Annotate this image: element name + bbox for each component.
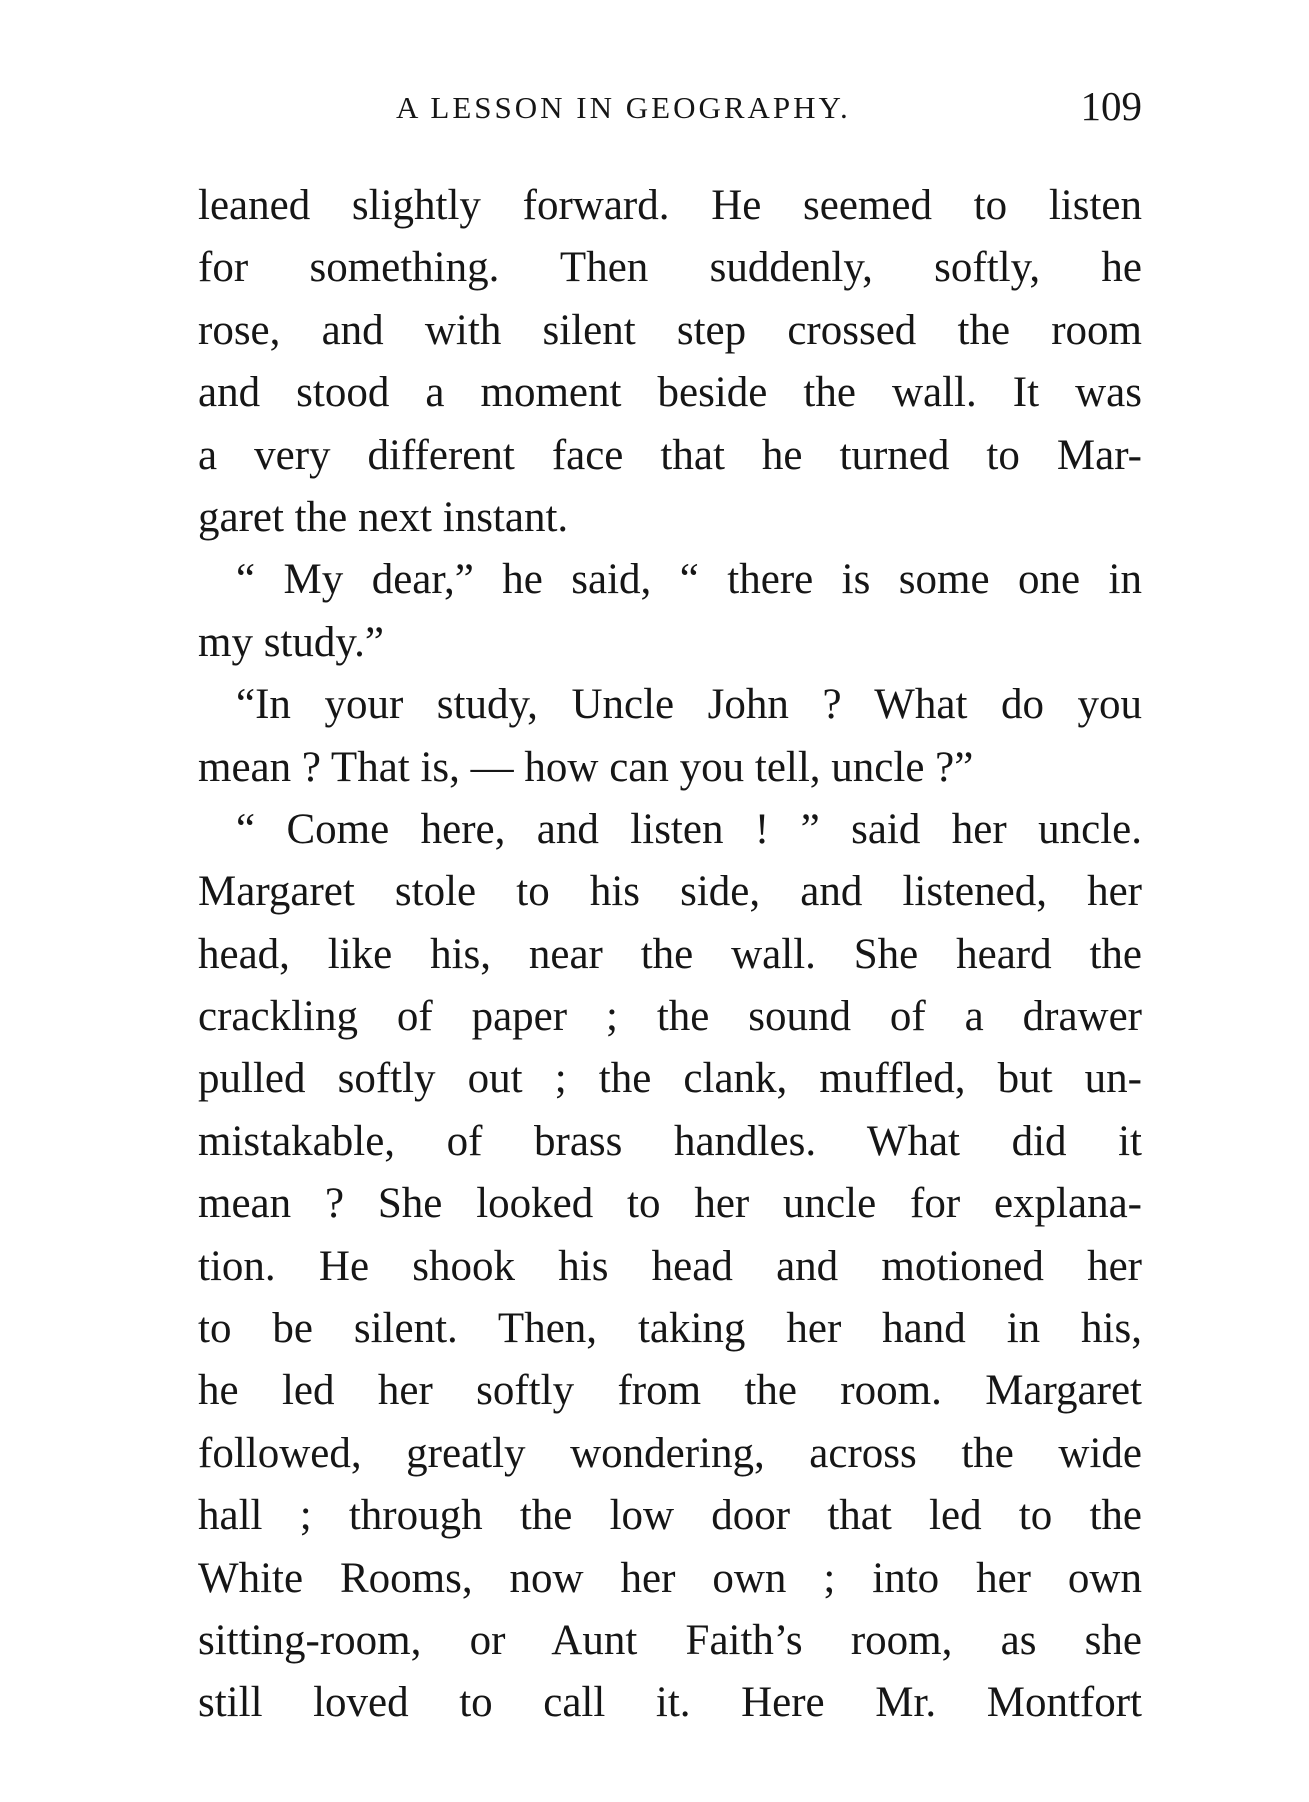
text-line: pulled softly out ; the clank, muffled, but un- [198,1055,1142,1103]
text-line: he led her softly from the room. Margaret [198,1367,1142,1415]
text-line: garet the next instant. [198,493,569,541]
text-line: “In your study, Uncle John ? What do you [236,681,1142,729]
text-line: rose, and with silent step crossed the room [198,306,1142,354]
text-line: Margaret stole to his side, and listened, her [198,868,1142,916]
text-line: hall ; through the low door that led to the [198,1492,1142,1540]
text-line: to be silent. Then, taking her hand in his, [198,1305,1142,1353]
text-line: “ My dear,” he said, “ there is some one in [236,556,1142,604]
text-line: “ Come here, and listen ! ” said her uncle. [236,805,1142,853]
page-number: 109 [1080,83,1142,129]
text-line: and stood a moment beside the wall. It was [198,369,1142,417]
text-line: for something. Then suddenly, softly, he [198,244,1142,292]
text-line: White Rooms, now her own ; into her own [198,1554,1142,1602]
text-line: still loved to call it. Here Mr. Montfort [198,1679,1142,1727]
text-line: mean ? That is, — how can you tell, uncle ?” [198,743,974,791]
text-line: followed, greatly wondering, across the wide [198,1429,1142,1477]
body-text [198,178,1142,1738]
text-line: leaned slightly forward. He seemed to listen [198,182,1142,229]
text-line: sitting-room, or Aunt Faith’s room, as she [198,1616,1142,1664]
running-head [198,82,1142,132]
text-line: tion. He shook his head and motioned her [198,1242,1142,1290]
text-line: mean ? She looked to her uncle for explana- [198,1180,1142,1228]
text-line: a very different face that he turned to Mar- [198,431,1142,479]
running-title: A LESSON IN GEOGRAPHY. [396,90,851,125]
text-line: my study.” [198,618,384,666]
text-line: crackling of paper ; the sound of a drawer [198,993,1142,1041]
text-line: head, like his, near the wall. She heard the [198,930,1142,978]
text-line: mistakable, of brass handles. What did it [198,1117,1142,1165]
